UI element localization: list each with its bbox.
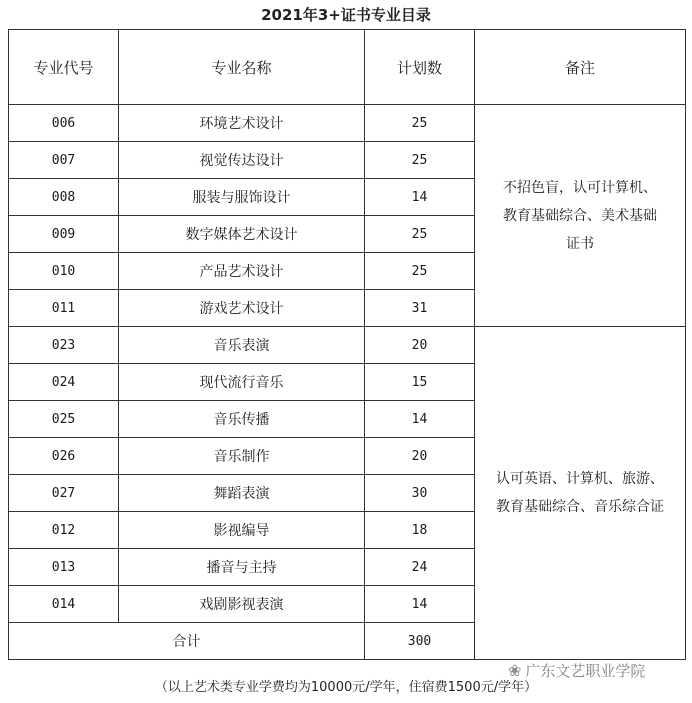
remark-line: 教育基础综合、音乐综合证 — [496, 499, 664, 515]
plan-count: 25 — [365, 253, 475, 290]
program-name: 影视编导 — [119, 512, 365, 549]
program-name: 舞蹈表演 — [119, 475, 365, 512]
footnote: （以上艺术类专业学费均为10000元/学年，住宿费1500元/学年） — [154, 680, 538, 695]
plan-count: 15 — [365, 364, 475, 401]
plan-count: 14 — [365, 401, 475, 438]
remark-line: 证书 — [566, 235, 594, 252]
plan-count: 20 — [365, 438, 475, 475]
plan-count: 18 — [365, 512, 475, 549]
table-row — [9, 105, 686, 142]
program-code: 025 — [9, 401, 119, 438]
remark-line: 认可英语、计算机、旅游、 — [496, 471, 664, 487]
plan-count: 25 — [365, 216, 475, 253]
header-code: 专业代号 — [9, 30, 119, 105]
watermark-text: 广东文艺职业学院 — [525, 662, 646, 680]
program-code: 014 — [9, 586, 119, 623]
program-name: 戏剧影视表演 — [119, 586, 365, 623]
remark-line: 教育基础综合、美术基础 — [503, 207, 657, 224]
program-code: 012 — [9, 512, 119, 549]
remark-line: 不招色盲，认可计算机、 — [503, 179, 657, 196]
plan-count: 14 — [365, 586, 475, 623]
program-name: 播音与主持 — [119, 549, 365, 586]
program-name: 视觉传达设计 — [119, 142, 365, 179]
plan-count: 20 — [365, 327, 475, 364]
program-name: 产品艺术设计 — [119, 253, 365, 290]
program-name: 环境艺术设计 — [119, 105, 365, 142]
plan-count: 24 — [365, 549, 475, 586]
program-name: 音乐表演 — [119, 327, 365, 364]
program-name: 现代流行音乐 — [119, 364, 365, 401]
header-remark: 备注 — [475, 30, 686, 105]
table-header-row — [9, 30, 686, 105]
plan-count: 25 — [365, 142, 475, 179]
table-row — [9, 327, 686, 364]
program-name: 音乐制作 — [119, 438, 365, 475]
program-name: 数字媒体艺术设计 — [119, 216, 365, 253]
total-value: 300 — [365, 623, 475, 660]
plan-count: 14 — [365, 179, 475, 216]
header-name: 专业名称 — [119, 30, 365, 105]
program-code: 009 — [9, 216, 119, 253]
program-code: 008 — [9, 179, 119, 216]
program-code: 026 — [9, 438, 119, 475]
plan-count: 31 — [365, 290, 475, 327]
program-name: 服装与服饰设计 — [119, 179, 365, 216]
program-name: 音乐传播 — [119, 401, 365, 438]
remark-group-2 — [475, 327, 686, 660]
plan-count: 30 — [365, 475, 475, 512]
page-title: 2021年3+证书专业目录 — [261, 6, 431, 24]
plan-count: 25 — [365, 105, 475, 142]
program-code: 006 — [9, 105, 119, 142]
program-code: 007 — [9, 142, 119, 179]
program-name: 游戏艺术设计 — [119, 290, 365, 327]
program-code: 011 — [9, 290, 119, 327]
remark-group-1 — [475, 105, 686, 327]
program-code: 024 — [9, 364, 119, 401]
program-code: 010 — [9, 253, 119, 290]
total-label: 合计 — [9, 623, 365, 660]
program-catalog-table — [8, 29, 686, 660]
wechat-icon: ❀ — [508, 661, 522, 680]
program-code: 023 — [9, 327, 119, 364]
program-code: 027 — [9, 475, 119, 512]
header-plan: 计划数 — [365, 30, 475, 105]
program-code: 013 — [9, 549, 119, 586]
